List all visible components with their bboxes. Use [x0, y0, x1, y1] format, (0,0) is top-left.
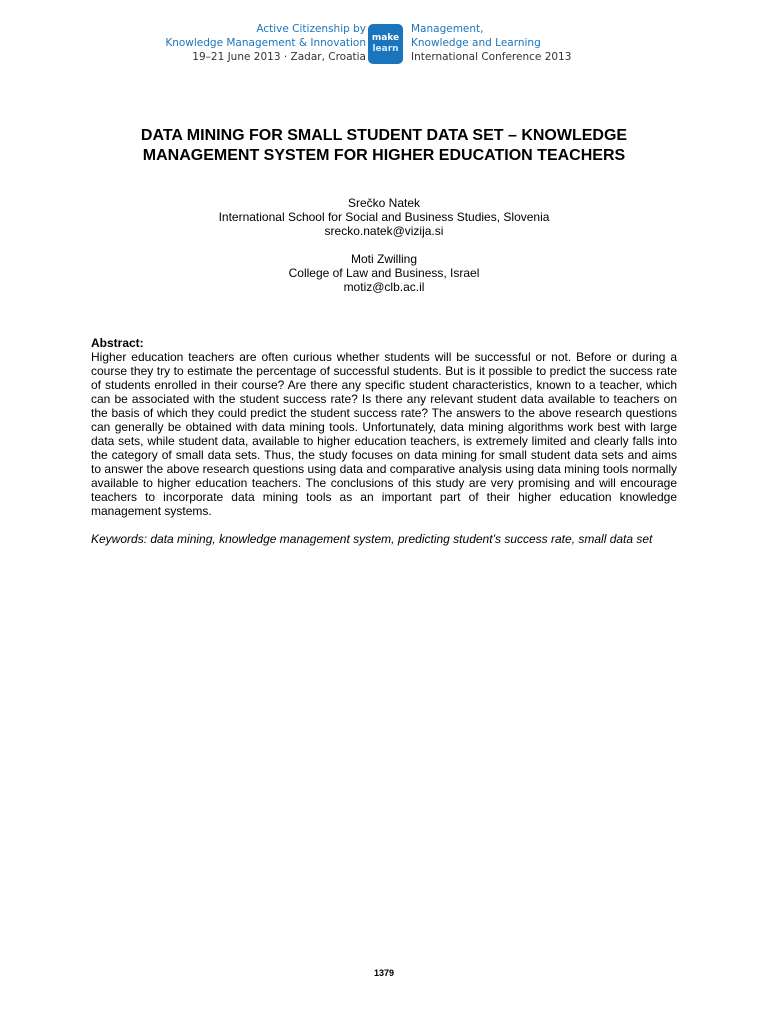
conference-header [0, 22, 768, 74]
author-email: srecko.natek@vizija.si [324, 224, 444, 238]
logo-text-top: make [371, 33, 400, 43]
author-block [60, 196, 708, 238]
abstract-section [91, 336, 677, 546]
abstract-heading: Abstract: [91, 336, 144, 350]
paper-title-line: DATA MINING FOR SMALL STUDENT DATA SET – KNOWLEDGE [140, 127, 628, 144]
conference-line: Active Citizenship by [256, 23, 366, 35]
conference-line: Knowledge Management & Innovation [165, 37, 366, 49]
author-affiliation: College of Law and Business, Israel [288, 266, 480, 280]
author-name: Srečko Natek [347, 196, 421, 210]
paper-title-line: MANAGEMENT SYSTEM FOR HIGHER EDUCATION TEACHERS [142, 147, 626, 164]
page-number: 1379 [373, 968, 395, 978]
make-learn-logo [368, 24, 403, 64]
author-list [60, 196, 708, 308]
logo-text-bottom: learn [372, 44, 399, 54]
abstract-body: Higher education teachers are often curious whether students will be successful or not. Before or during a course they try to estimate the percentage of successful students. But is it possible to predict the success rate of students enrolled in their course? Are there any specific student characteristics, known to a teacher, which can be associated with the student success rate? Is there any relevant student data available to teachers on the basis of which they could predict the student success rate? The answers to the above research questions can generally be obtained with data mining tools. Unfortunately, data mining algorithms work best with large data sets, while student data, available to higher education teachers, is extremely limited and clearly falls into the category of small data sets. Thus, the study focuses on data mining for small student data sets and aims to answer the above research questions using data and comparative analysis using data mining tools normally available to higher education teachers. The conclusions of this study are very promising and will encourage teachers to incorporate data mining tools as an important part of their higher education knowledge management systems. [91, 350, 677, 518]
conference-line: Knowledge and Learning [411, 37, 541, 49]
keywords: Keywords: data mining, knowledge management system, predicting student’s success rate, small data set [91, 532, 653, 546]
author-email: motiz@clb.ac.il [343, 280, 425, 294]
conference-title-left [165, 22, 366, 64]
author-name: Moti Zwilling [350, 252, 417, 266]
conference-date-location: 19–21 June 2013 · Zadar, Croatia [192, 51, 366, 63]
paper-title [60, 126, 708, 166]
conference-line: Management, [411, 23, 484, 35]
author-block [60, 252, 708, 294]
conference-line: International Conference 2013 [411, 51, 572, 63]
conference-title-right [411, 22, 571, 64]
author-affiliation: International School for Social and Business Studies, Slovenia [218, 210, 550, 224]
